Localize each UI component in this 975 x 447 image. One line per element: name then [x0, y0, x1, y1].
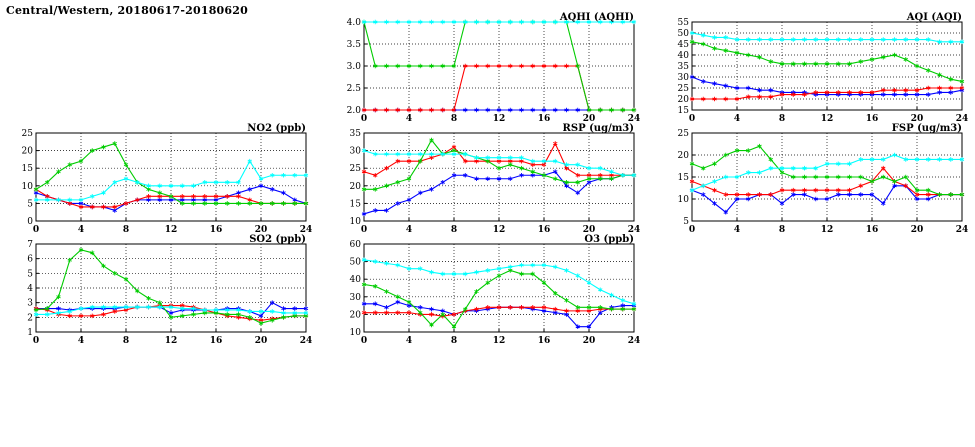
y-tick-label: 10: [677, 195, 689, 205]
y-tick-label: 40: [677, 51, 689, 61]
y-tick-label: 10: [349, 217, 361, 227]
chart-svg: [10, 232, 312, 350]
y-tick-label: 20: [677, 95, 689, 105]
x-tick-label: 0: [360, 336, 368, 346]
y-tick-label: 25: [21, 129, 33, 139]
y-tick-label: 3.5: [346, 40, 361, 50]
x-tick-label: 16: [537, 114, 551, 124]
x-tick-label: 4: [733, 114, 741, 124]
x-tick-label: 24: [627, 225, 640, 235]
y-tick-label: 20: [349, 181, 361, 192]
x-tick-label: 8: [450, 336, 458, 346]
y-tick-label: 25: [349, 164, 361, 175]
x-tick-label: 24: [955, 114, 968, 124]
chart-panel-no2: [10, 121, 312, 239]
y-tick-label: 5: [27, 199, 33, 210]
x-tick-label: 16: [209, 225, 223, 235]
x-tick-label: 0: [688, 225, 696, 235]
x-tick-label: 24: [955, 225, 968, 235]
x-tick-label: 8: [778, 114, 786, 124]
y-tick-label: 0: [27, 217, 33, 227]
y-tick-label: 50: [677, 29, 689, 39]
x-tick-label: 0: [360, 225, 368, 235]
y-tick-label: 5: [27, 269, 33, 280]
y-tick-label: 35: [677, 62, 689, 72]
y-tick-label: 35: [349, 129, 361, 139]
y-tick-label: 45: [677, 40, 689, 50]
x-tick-label: 4: [77, 225, 85, 235]
y-tick-label: 15: [677, 173, 689, 183]
y-tick-label: 3.0: [346, 62, 361, 72]
chart-panel-o3: [338, 232, 640, 350]
chart-title: FSP (ug/m3): [891, 123, 962, 134]
chart-title: SO2 (ppb): [249, 234, 306, 245]
y-tick-label: 15: [21, 164, 33, 175]
y-tick-label: 10: [21, 181, 33, 192]
y-tick-label: 15: [349, 199, 361, 210]
x-tick-label: 16: [865, 225, 879, 235]
y-tick-label: 25: [677, 129, 689, 139]
x-tick-label: 24: [299, 336, 312, 346]
x-tick-label: 8: [122, 225, 130, 235]
y-tick-label: 30: [349, 146, 361, 157]
y-tick-label: 4.0: [346, 18, 361, 28]
x-tick-label: 4: [405, 225, 413, 235]
x-tick-label: 4: [405, 336, 413, 346]
x-tick-label: 0: [360, 114, 368, 124]
chart-panel-rsp: [338, 121, 640, 239]
chart-svg: [666, 121, 968, 239]
chart-panel-fsp: [666, 121, 968, 239]
chart-svg: [10, 121, 312, 239]
y-tick-label: 2: [27, 313, 33, 324]
chart-title: AQI (AQI): [906, 12, 962, 23]
y-tick-label: 20: [349, 310, 361, 321]
chart-svg: [338, 10, 640, 128]
chart-panel-aqhi: [338, 10, 640, 128]
chart-panel-so2: [10, 232, 312, 350]
x-tick-label: 20: [910, 225, 924, 235]
x-tick-label: 20: [582, 114, 596, 124]
y-tick-label: 60: [349, 240, 361, 250]
x-tick-label: 0: [32, 225, 40, 235]
x-tick-label: 12: [820, 225, 834, 235]
y-tick-label: 55: [677, 18, 689, 28]
x-tick-label: 16: [209, 336, 223, 346]
page-title: Central/Western, 20180617-20180620: [6, 4, 248, 17]
y-tick-label: 5: [683, 217, 689, 227]
x-tick-label: 8: [122, 336, 130, 346]
y-tick-label: 3: [27, 298, 33, 309]
y-tick-label: 2.0: [346, 106, 361, 116]
plot-frame: [364, 244, 634, 332]
y-tick-label: 40: [349, 275, 361, 286]
y-tick-label: 10: [349, 328, 361, 338]
x-tick-label: 0: [32, 336, 40, 346]
y-tick-label: 20: [677, 151, 689, 161]
y-tick-label: 30: [349, 292, 361, 303]
x-tick-label: 20: [254, 225, 268, 235]
chart-title: AQHI (AQHI): [559, 12, 634, 23]
y-tick-label: 2.5: [346, 84, 361, 94]
x-tick-label: 24: [627, 336, 640, 346]
y-tick-label: 30: [677, 73, 689, 83]
y-tick-label: 1: [27, 328, 33, 338]
x-tick-label: 24: [627, 114, 640, 124]
x-tick-label: 12: [820, 114, 834, 124]
chart-svg: [666, 10, 968, 128]
x-tick-label: 20: [254, 336, 268, 346]
x-tick-label: 4: [733, 225, 741, 235]
y-tick-label: 20: [21, 146, 33, 157]
x-tick-label: 12: [492, 114, 506, 124]
x-tick-label: 16: [865, 114, 879, 124]
chart-title: RSP (ug/m3): [562, 123, 634, 134]
chart-title: NO2 (ppb): [247, 123, 306, 134]
y-tick-label: 15: [677, 106, 689, 116]
x-tick-label: 12: [164, 336, 178, 346]
x-tick-label: 8: [450, 114, 458, 124]
x-tick-label: 20: [582, 336, 596, 346]
x-tick-label: 8: [778, 225, 786, 235]
x-tick-label: 12: [164, 225, 178, 235]
y-tick-label: 7: [27, 240, 33, 250]
y-tick-label: 25: [677, 84, 689, 94]
x-tick-label: 4: [77, 336, 85, 346]
chart-svg: [338, 121, 640, 239]
x-tick-label: 16: [537, 336, 551, 346]
x-tick-label: 0: [688, 114, 696, 124]
x-tick-label: 4: [405, 114, 413, 124]
x-tick-label: 20: [910, 114, 924, 124]
x-tick-label: 24: [299, 225, 312, 235]
y-tick-label: 4: [27, 284, 33, 294]
y-tick-label: 50: [349, 257, 361, 268]
y-tick-label: 6: [27, 254, 33, 265]
x-tick-label: 8: [450, 225, 458, 235]
x-tick-label: 16: [537, 225, 551, 235]
x-tick-label: 12: [492, 336, 506, 346]
chart-title: O3 (ppb): [584, 234, 634, 245]
x-tick-label: 20: [582, 225, 596, 235]
chart-svg: [338, 232, 640, 350]
chart-panel-aqi: [666, 10, 968, 128]
x-tick-label: 12: [492, 225, 506, 235]
